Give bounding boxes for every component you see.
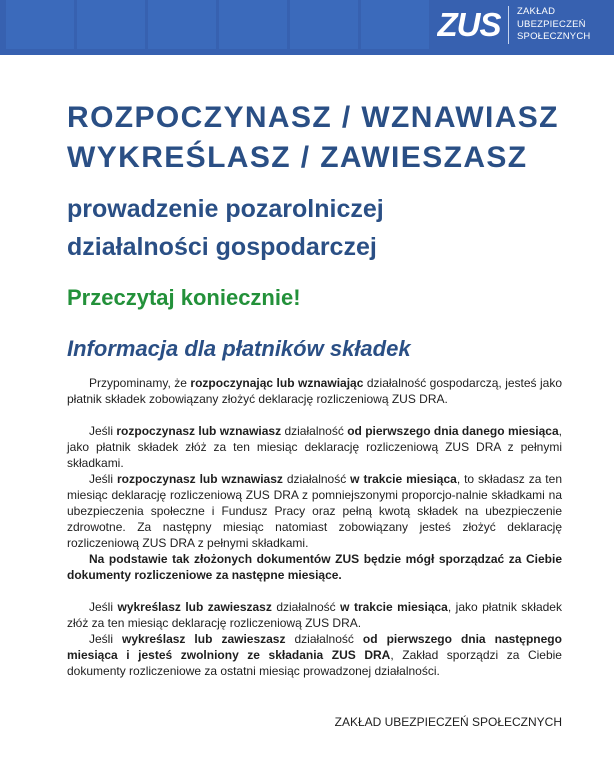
institution-line: SPOŁECZNYCH [517, 31, 591, 42]
paragraph: Przypominamy, że rozpoczynając lub wznawiając działalność gospodarczą, jesteś jako płatnik składek zobowiązany złożyć deklarację rozliczeniową ZUS DRA. [67, 376, 563, 406]
header-banner [0, 0, 614, 55]
logo-divider [508, 6, 509, 44]
banner-tile [361, 0, 429, 49]
institution-name [517, 6, 590, 44]
institution-line: ZAKŁAD [517, 6, 556, 17]
document-body [67, 375, 562, 679]
institution-line: UBEZPIECZEŃ [517, 18, 586, 30]
paragraph: Jeśli wykreślasz lub zawieszasz działalność od pierwszego dnia następnego miesiąca i jesteś zwolniony ze składania ZUS DRA, Zakład sporządzi za Ciebie dokumenty rozliczeniowe za ostatni miesiąc prowadzonej działalności. [67, 632, 562, 678]
banner-tile [219, 0, 287, 49]
read-notice: Przeczytaj koniecznie! [67, 285, 301, 310]
title-line: ROZPOCZYNASZ / WZNAWIASZ [67, 101, 559, 134]
paragraph: Jeśli wykreślasz lub zawieszasz działalność w trakcie miesiąca, jako płatnik składek złóż za ten miesiąc deklarację rozliczeniową ZUS DRA. [67, 600, 562, 630]
info-heading: Informacja dla płatników składek [67, 336, 411, 361]
document-subtitle [67, 190, 384, 266]
paragraph: Jeśli rozpoczynasz lub wznawiasz działalność od pierwszego dnia danego miesiąca, jako płatnik składek złóż za ten miesiąc deklarację rozliczeniową ZUS DRA z pełnymi składkami. [67, 424, 562, 470]
subtitle-line: prowadzenie pozarolniczej [67, 195, 384, 223]
zus-logo-text: ZUS [437, 6, 501, 42]
banner-tile [77, 0, 145, 49]
document-title [67, 98, 559, 178]
title-line: WYKREŚLASZ / ZAWIESZASZ [67, 141, 528, 174]
banner-tile [6, 0, 74, 49]
paragraph: Jeśli rozpoczynasz lub wznawiasz działalność w trakcie miesiąca, to składasz za ten miesiąc deklarację rozliczeniową ZUS DRA z pomniejszonymi proporcjo-nalnie składkami na ubezpieczenia społeczne i Fundusz Pracy oraz pełną kwotą składek na ubezpieczenie zdrowotne. Za następny miesiąc natomiast zobowiązany jesteś złożyć deklarację rozliczeniową ZUS DRA z pełnymi składkami. [67, 472, 562, 550]
signature: ZAKŁAD UBEZPIECZEŃ SPOŁECZNYCH [334, 715, 562, 729]
paragraph: Na podstawie tak złożonych dokumentów ZUS będzie mógł sporządzać za Ciebie dokumenty rozliczeniowe za następne miesiące. [67, 552, 562, 582]
zus-logo [437, 6, 501, 42]
subtitle-line: działalności gospodarczej [67, 233, 377, 261]
banner-tile [148, 0, 216, 49]
banner-tile [290, 0, 358, 49]
banner-tiles [6, 0, 429, 49]
